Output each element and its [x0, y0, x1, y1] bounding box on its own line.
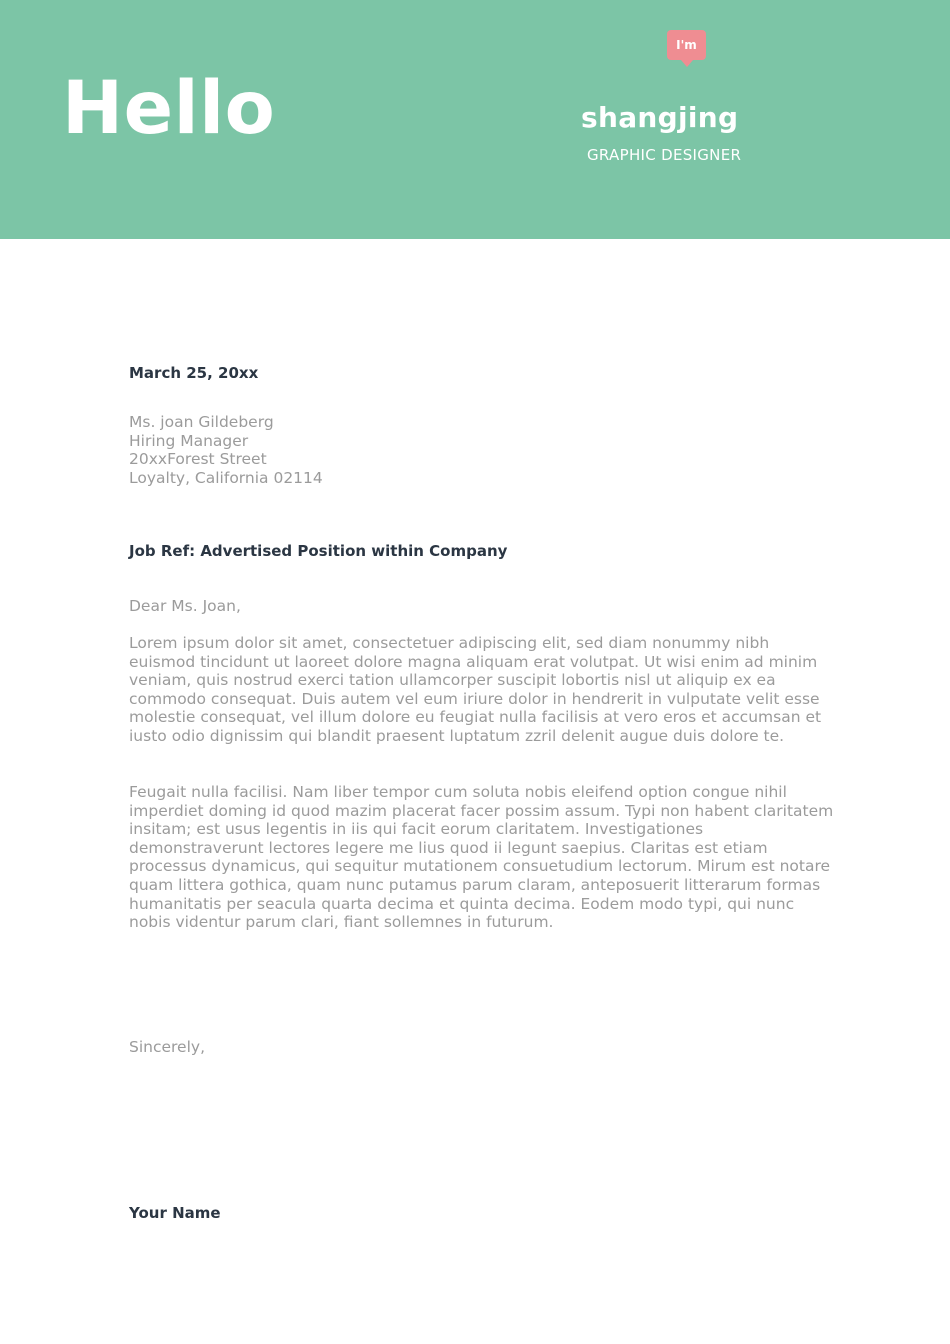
body-paragraph-2: Feugait nulla facilisi. Nam liber tempor cum soluta nobis eleifend option congue nihil imperdiet doming id quod mazim placerat facer possim assum. Typi non habent claritatem insitam; est usus legentis in iis qui facit eorum claritatem. Investigationes demonstraverunt lectores legere me lius quod ii legunt saepius. Claritas est etiam processus dynamicus, qui sequitur mutationem consuetudium lectorum. Mirum est notare quam littera gothica, quam nunc putamus parum claram, anteposuerit litterarum formas humanitatis per seacula quarta decima et quinta decima. Eodem modo typi, qui nunc nobis videntur parum clari, fiant sollemnes in futurum.	[129, 783, 834, 932]
recipient-city: Loyalty, California 02114	[129, 468, 323, 487]
body-paragraph-1: Lorem ipsum dolor sit amet, consectetuer adipiscing elit, sed diam nonummy nibh euismod tincidunt ut laoreet dolore magna aliquam erat volutpat. Ut wisi enim ad minim veniam, quis nostrud exerci tation ullamcorper suscipit lobortis nisl ut aliquip ex ea commodo consequat. Duis autem vel eum iriure dolor in hendrerit in vulputate velit esse molestie consequat, vel illum dolore eu feugiat nulla facilisis at vero eros et accumsan et iusto odio dignissim qui blandit praesent luptatum zzril delenit augue duis dolore te.	[129, 634, 822, 745]
closing: Sincerely,	[129, 1038, 206, 1056]
recipient-name: Ms. joan Gildeberg	[129, 413, 274, 431]
salutation: Dear Ms. Joan,	[129, 597, 241, 615]
recipient-address	[129, 413, 829, 487]
applicant-role: GRAPHIC DESIGNER	[587, 146, 742, 164]
applicant-name: shangjing	[581, 101, 739, 134]
speech-bubble-badge: I'm	[667, 30, 706, 60]
recipient-title: Hiring Manager	[129, 431, 249, 450]
job-reference: Job Ref: Advertised Position within Company	[129, 542, 508, 560]
header-banner	[0, 0, 950, 239]
signature-name: Your Name	[129, 1204, 221, 1222]
letter-date: March 25, 20xx	[129, 364, 259, 382]
recipient-street: 20xxForest Street	[129, 450, 267, 469]
greeting-title: Hello	[62, 66, 276, 151]
